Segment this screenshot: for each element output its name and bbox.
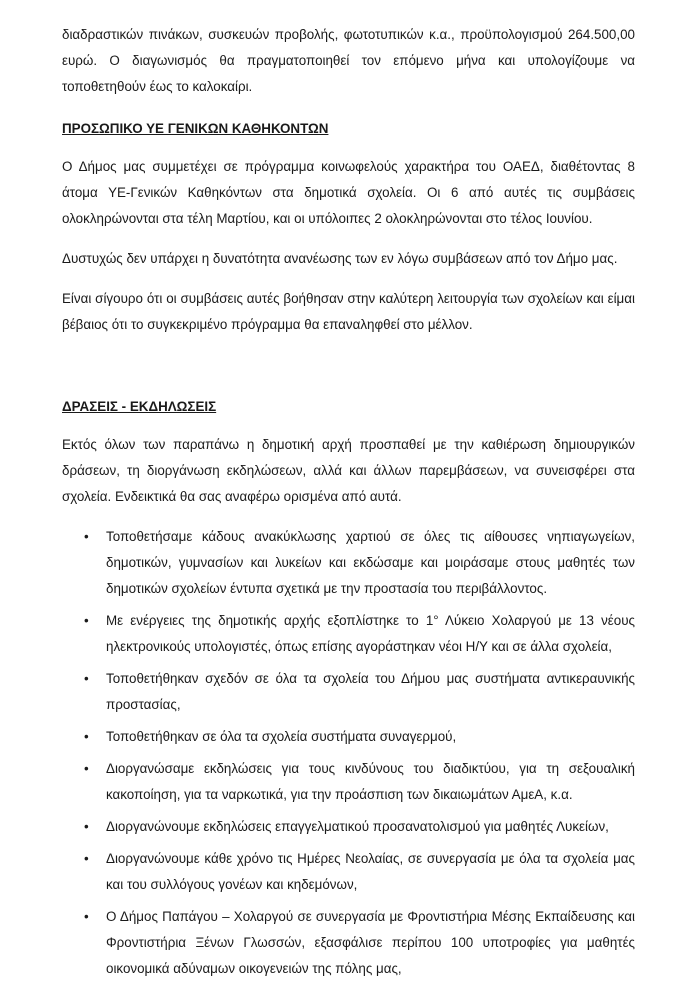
list-item-text: Διοργανώσαμε εκδηλώσεις για τους κινδύνους του διαδικτύου, για τη σεξουαλική κακοποίηση, για τα ναρκωτικά, για την προάσπιση των δικαιωμάτων ΑμεΑ, κ.α. (106, 761, 635, 802)
bullet-icon: • (84, 529, 89, 544)
list-item (62, 608, 635, 660)
list-item-text: Τοποθετήθηκαν σχεδόν σε όλα τα σχολεία του Δήμου μας συστήματα αντικεραυνικής προστασίας, (106, 671, 635, 712)
staff-section-heading: ΠΡΟΣΩΠΙΚΟ ΥΕ ΓΕΝΙΚΩΝ ΚΑΘΗΚΟΝΤΩΝ (62, 121, 329, 136)
staff-paragraph-1: Ο Δήμος μας συμμετέχει σε πρόγραμμα κοινωφελούς χαρακτήρα του ΟΑΕΔ, διαθέτοντας 8 άτομα ΥΕ-Γενικών Καθηκόντων στα δημοτικά σχολεία. Οι 6 από αυτές τις συμβάσεις ολοκληρώνονται στα τέλη Μαρτίου, και οι υπόλοιπες 2 ολοκληρώνονται στο τέλος Ιουνίου. (62, 159, 635, 226)
bullet-icon: • (84, 729, 89, 744)
list-item (62, 724, 635, 750)
intro-paragraph: διαδραστικών πινάκων, συσκευών προβολής, φωτοτυπικών κ.α., προϋπολογισμού 264.500,00 ευρώ. Ο διαγωνισμός θα πραγματοποιηθεί τον επόμενο μήνα και υπολογίζουμε να τοποθετηθούν έως το καλοκαίρι. (62, 27, 635, 94)
list-item-text: Ο Δήμος Παπάγου – Χολαργού σε συνεργασία με Φροντιστήρια Μέσης Εκπαίδευσης και Φροντιστήρια Ξένων Γλωσσών, εξασφάλισε περίπου 100 υποτροφίες για μαθητές οικονομικά αδύναμων οικογενειών της πόλης μας, (106, 909, 635, 976)
events-section-heading: ΔΡΑΣΕΙΣ - ΕΚΔΗΛΩΣΕΙΣ (62, 399, 217, 414)
list-item (62, 666, 635, 718)
staff-paragraph-2: Δυστυχώς δεν υπάρχει η δυνατότητα ανανέωσης των εν λόγω συμβάσεων από τον Δήμο μας. (62, 251, 618, 266)
list-item (62, 524, 635, 602)
bullet-icon: • (84, 613, 89, 628)
bullet-icon: • (84, 761, 89, 776)
list-item (62, 846, 635, 898)
list-item (62, 904, 635, 982)
list-item-text: Διοργανώνουμε εκδηλώσεις επαγγελματικού προσανατολισμού για μαθητές Λυκείων, (106, 819, 609, 834)
list-item-text: Με ενέργειες της δημοτικής αρχής εξοπλίστηκε το 1° Λύκειο Χολαργού με 13 νέους ηλεκτρονικούς υπολογιστές, όπως επίσης αγοράστηκαν νέοι Η/Υ και σε άλλα σχολεία, (106, 613, 635, 654)
list-item (62, 756, 635, 808)
list-item-text: Τοποθετήθηκαν σε όλα τα σχολεία συστήματα συναγερμού, (106, 729, 457, 744)
bullet-icon: • (84, 909, 89, 924)
staff-paragraph-3: Είναι σίγουρο ότι οι συμβάσεις αυτές βοήθησαν στην καλύτερη λειτουργία των σχολείων και είμαι βέβαιος ότι το συγκεκριμένο πρόγραμμα θα επαναληφθεί στο μέλλον. (62, 291, 635, 332)
bullet-icon: • (84, 671, 89, 686)
events-intro-paragraph: Εκτός όλων των παραπάνω η δημοτική αρχή προσπαθεί με την καθιέρωση δημιουργικών δράσεων, τη διοργάνωση εκδηλώσεων, αλλά και άλλων παρεμβάσεων, να συνεισφέρει στα σχολεία. Ενδεικτικά θα σας αναφέρω ορισμένα από αυτά. (62, 437, 635, 504)
list-item-text: Διοργανώνουμε κάθε χρόνο τις Ημέρες Νεολαίας, σε συνεργασία με όλα τα σχολεία μας και του συλλόγους γονέων και κηδεμόνων, (106, 851, 635, 892)
events-list (62, 524, 635, 982)
bullet-icon: • (84, 819, 89, 834)
list-item (62, 814, 635, 840)
bullet-icon: • (84, 851, 89, 866)
list-item-text: Τοποθετήσαμε κάδους ανακύκλωσης χαρτιού σε όλες τις αίθουσες νηπιαγωγείων, δημοτικών, γυμνασίων και λυκείων και εκδώσαμε και μοιράσαμε στους μαθητές των δημοτικών σχολείων έντυπα σχετικά με την προστασία του περιβάλλοντος. (106, 529, 635, 596)
